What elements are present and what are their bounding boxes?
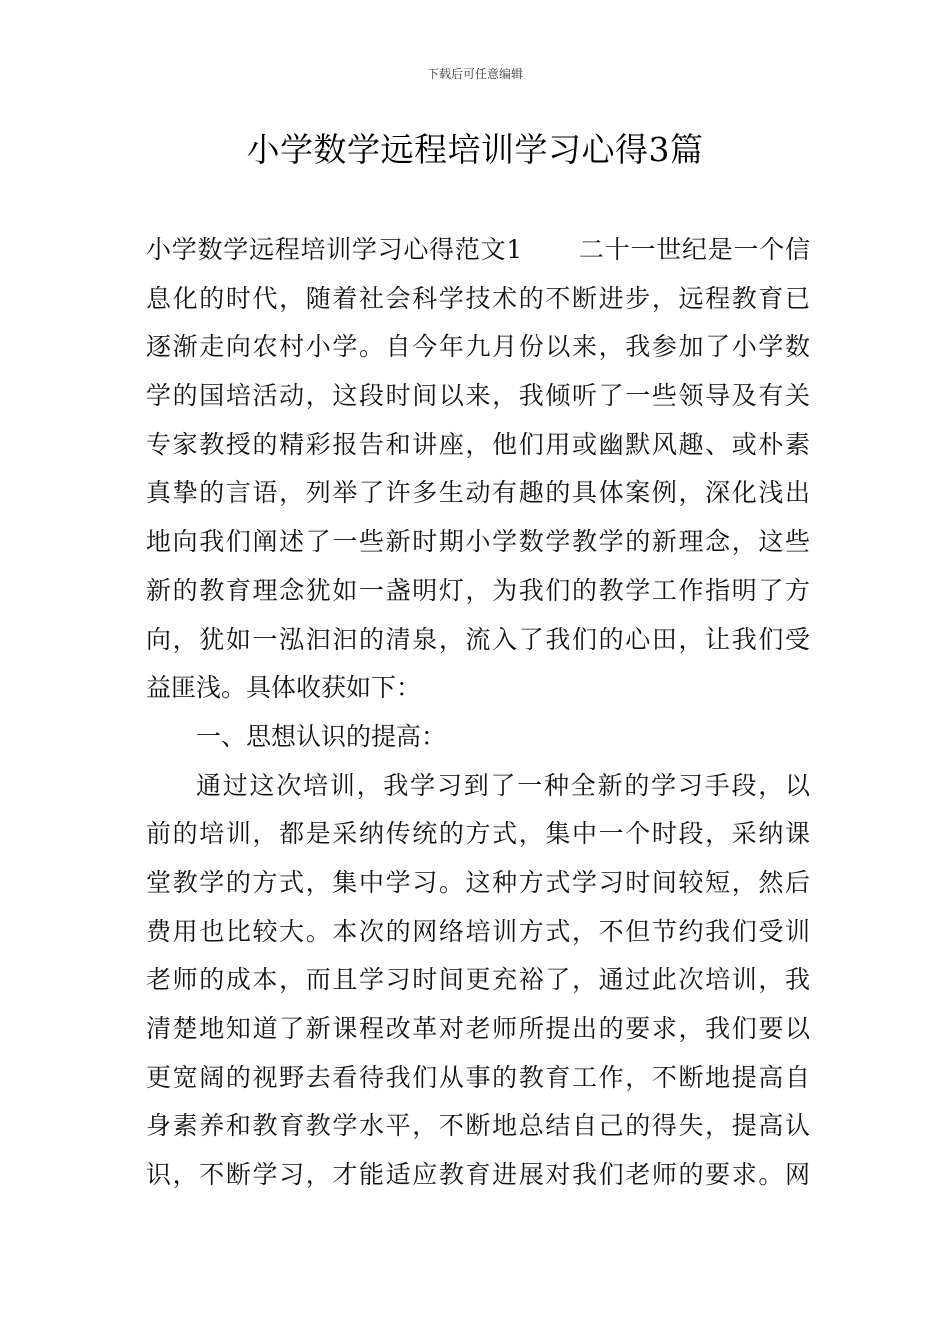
paragraph-line: 老师的成本，而且学习时间更充裕了，通过此次培训，我 [146,965,810,995]
document-body [146,226,810,1200]
paragraph-line: 前的培训，都是采纳传统的方式，集中一个时段，采纳课 [146,819,810,849]
paragraph-line: 识，不断学习，才能适应教育进展对我们老师的要求。网 [146,1160,810,1190]
intro-first-line [146,226,810,275]
paragraph-line: 堂教学的方式，集中学习。这种方式学习时间较短，然后 [146,867,810,897]
paragraph-line: 新的教育理念犹如一盏明灯，为我们的教学工作指明了方 [146,575,810,605]
document-title: 小学数学远程培训学习心得3篇 [246,130,704,169]
section-heading: 一、思想认识的提高： [196,721,447,751]
paragraph-line: 更宽阔的视野去看待我们从事的教育工作，不断地提高自 [146,1062,810,1092]
paragraph-line: 身素养和教育教学水平，不断地总结自己的得失，提高认 [146,1111,810,1141]
header-note: 下载后可任意编辑 [426,67,523,81]
paragraph-line: 费用也比较大。本次的网络培训方式，不但节约我们受训 [146,916,810,946]
paragraph-line: 清楚地知道了新课程改革对老师所提出的要求，我们要以 [146,1014,810,1043]
paragraph-line: 逐渐走向农村小学。自今年九月份以来，我参加了小学数 [146,332,810,362]
paragraph-line: 息化的时代，随着社会科学技术的不断进步，远程教育已 [146,283,810,313]
intro-first-line-text: 二十一世纪是一个信 [578,235,810,264]
paragraph-line: 专家教授的精彩报告和讲座，他们用或幽默风趣、或朴素 [146,429,810,459]
paragraph-line: 向，犹如一泓汩汩的清泉，流入了我们的心田，让我们受 [146,624,810,654]
paragraph-line: 地向我们阐述了一些新时期小学数学教学的新理念，这些 [146,527,810,557]
paragraph-line: 真挚的言语，列举了许多生动有趣的具体案例，深化浅出 [146,478,810,508]
paragraph-line: 学的国培活动，这段时间以来，我倾听了一些领导及有关 [146,381,810,411]
paragraph-first-line: 通过这次培训，我学习到了一种全新的学习手段，以 [196,770,810,800]
intro-heading: 小学数学远程培训学习心得范文1 [146,235,523,264]
paragraph-last-line: 益匪浅。具体收获如下： [146,673,422,703]
